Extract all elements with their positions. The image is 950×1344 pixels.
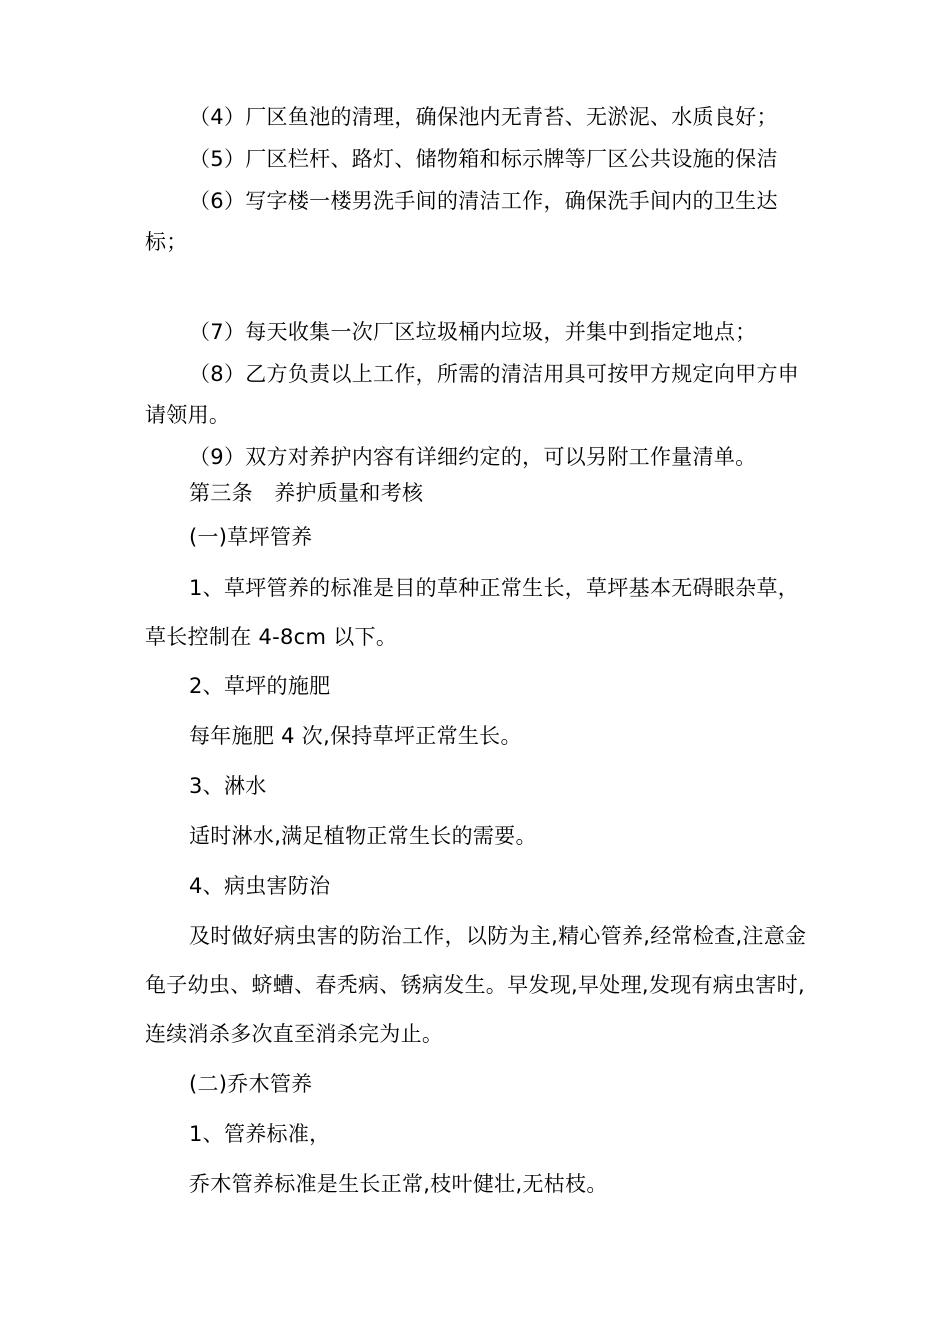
lawn-fertilize-text: 每年施肥 4 次,保持草坪正常生长。 xyxy=(189,724,522,748)
lawn-standard-text: 1、草坪管养的标准是目的草种正常生长，草坪基本无碍眼杂草，草长控制在 4-8cm 以下。 xyxy=(145,576,800,649)
paragraph-item-7: （7）每天收集一次厂区垃圾桶内垃圾，并集中到指定地点； xyxy=(189,320,757,344)
paragraph-item-4: （4）厂区鱼池的清理，确保池内无青苔、无淤泥、水质良好； xyxy=(189,105,778,129)
lawn-water-text: 适时淋水,满足植物正常生长的需要。 xyxy=(189,824,537,848)
lawn-fertilize-heading: 2、草坪的施肥 xyxy=(189,674,331,698)
paragraph-item-6: （6）写字楼一楼男洗手间的清洁工作，确保洗手间内的卫生达标； xyxy=(145,189,778,254)
lawn-pest-text: 及时做好病虫害的防治工作，以防为主,精心管养,经常检查,注意金龟子幼虫、蛴螬、春秃病、锈病发生。早发现,早处理,发现有病虫害时,连续消杀多次直至消杀完为止。 xyxy=(145,924,807,1046)
lawn-pest-heading: 4、病虫害防治 xyxy=(189,874,331,898)
paragraph-item-8: （8）乙方负责以上工作，所需的清洁用具可按甲方规定向甲方申请领用。 xyxy=(145,362,800,427)
tree-standard-heading: 1、管养标准， xyxy=(189,1122,331,1146)
section-heading-lawn: (一)草坪管养 xyxy=(189,525,313,549)
article-heading: 第三条 养护质量和考核 xyxy=(189,481,424,505)
section-heading-trees: (二)乔木管养 xyxy=(189,1072,313,1096)
paragraph-item-9: （9）双方对养护内容有详细约定的，可以另附工作量清单。 xyxy=(189,445,757,469)
tree-standard-text: 乔木管养标准是生长正常,枝叶健壮,无枯枝。 xyxy=(189,1172,608,1196)
lawn-water-heading: 3、淋水 xyxy=(189,774,267,798)
paragraph-item-5: （5）厂区栏杆、路灯、储物箱和标示牌等厂区公共设施的保洁 xyxy=(189,147,778,171)
